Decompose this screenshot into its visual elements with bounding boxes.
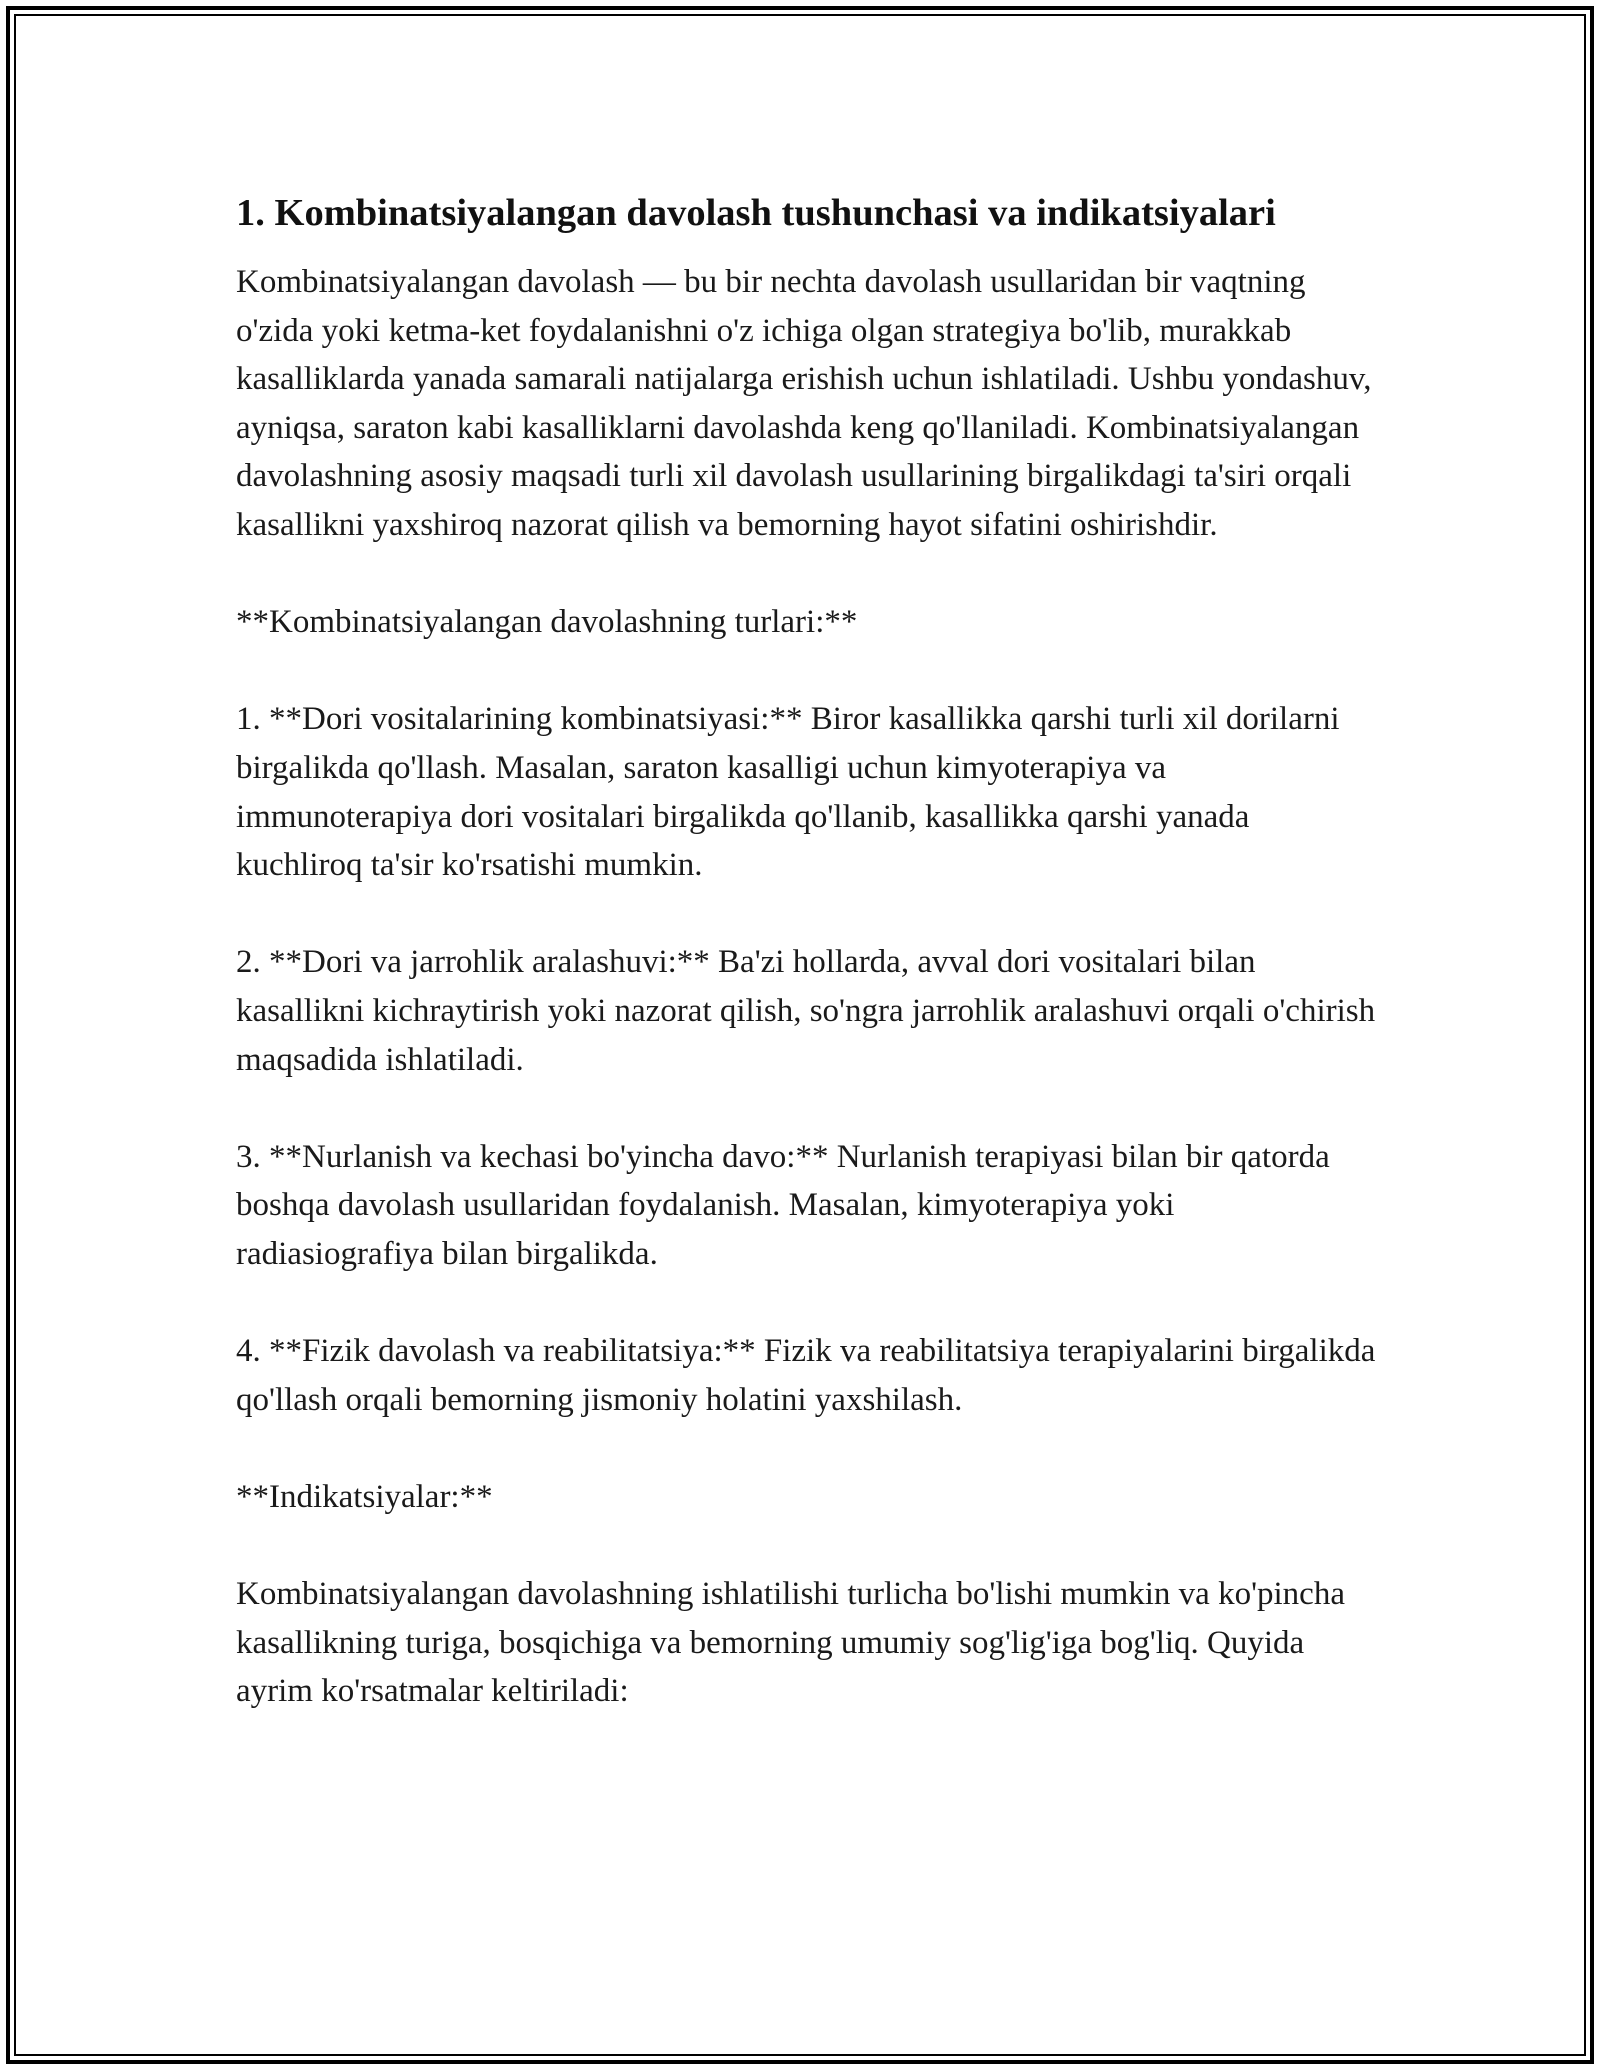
paragraph-spacer: [236, 1278, 1376, 1327]
document-body: [236, 186, 1376, 1716]
list-item-1: 1. **Dori vositalarining kombinatsiyasi:** Biror kasallikka qarshi turli xil dorilarni birgalikda qo'llash. Masalan, saraton kasalligi uchun kimyoterapiya va immunoterapiya dori vositalari birgalikda qo'llanib, kasallikka qarshi yanada kuchliroq ta'sir ko'rsatishi mumkin.: [236, 701, 1340, 884]
intro-paragraph: Kombinatsiyalangan davolash — bu bir nechta davolash usullaridan bir vaqtning o'zida yoki ketma-ket foydalanishni o'z ichiga olgan strategiya bo'lib, murakkab kasalliklarda yanada samarali natijalarga erishish uchun ishlatiladi. Ushbu yondashuv, ayniqsa, saraton kabi kasalliklarni davolashda keng qo'llaniladi. Kombinatsiyalangan davolashning asosiy maqsadi turli xil davolash usullarining birgalikdagi ta'siri orqali kasallikni yaxshiroq nazorat qilish va bemorning hayot sifatini oshirishdir.: [236, 264, 1372, 543]
list-item-2: 2. **Dori va jarrohlik aralashuvi:** Ba'zi hollarda, avval dori vositalari bilan kasallikni kichraytirish yoki nazorat qilish, so'ngra jarrohlik aralashuvi orqali o'chirish maqsadida ishlatiladi.: [236, 944, 1376, 1078]
paragraph-spacer: [236, 1521, 1376, 1570]
indications-paragraph: Kombinatsiyalangan davolashning ishlatilishi turlicha bo'lishi mumkin va ko'pincha kasallikning turiga, bosqichiga va bemorning umumiy sog'lig'iga bog'liq. Quyida ayrim ko'rsatmalar keltiriladi:: [236, 1576, 1345, 1710]
document-title: 1. Kombinatsiyalangan davolash tushunchasi va indikatsiyalari: [236, 192, 1276, 234]
paragraph-spacer: [236, 1424, 1376, 1473]
indications-heading: **Indikatsiyalar:**: [236, 1478, 493, 1515]
list-item-3: 3. **Nurlanish va kechasi bo'yincha davo:** Nurlanish terapiyasi bilan bir qatorda boshqa davolash usullaridan foydalanish. Masalan, kimyoterapiya yoki radiasiografiya bilan birgalikda.: [236, 1138, 1330, 1272]
paragraph-spacer: [236, 890, 1376, 939]
paragraph-spacer: [236, 550, 1376, 599]
list-item-4: 4. **Fizik davolash va reabilitatsiya:** Fizik va reabilitatsiya terapiyalarini birgalikda qo'llash orqali bemorning jismoniy holatini yaxshilash.: [236, 1333, 1376, 1418]
types-heading: **Kombinatsiyalangan davolashning turlari:**: [236, 604, 858, 641]
paragraph-spacer: [236, 1084, 1376, 1133]
paragraph-spacer: [236, 647, 1376, 696]
